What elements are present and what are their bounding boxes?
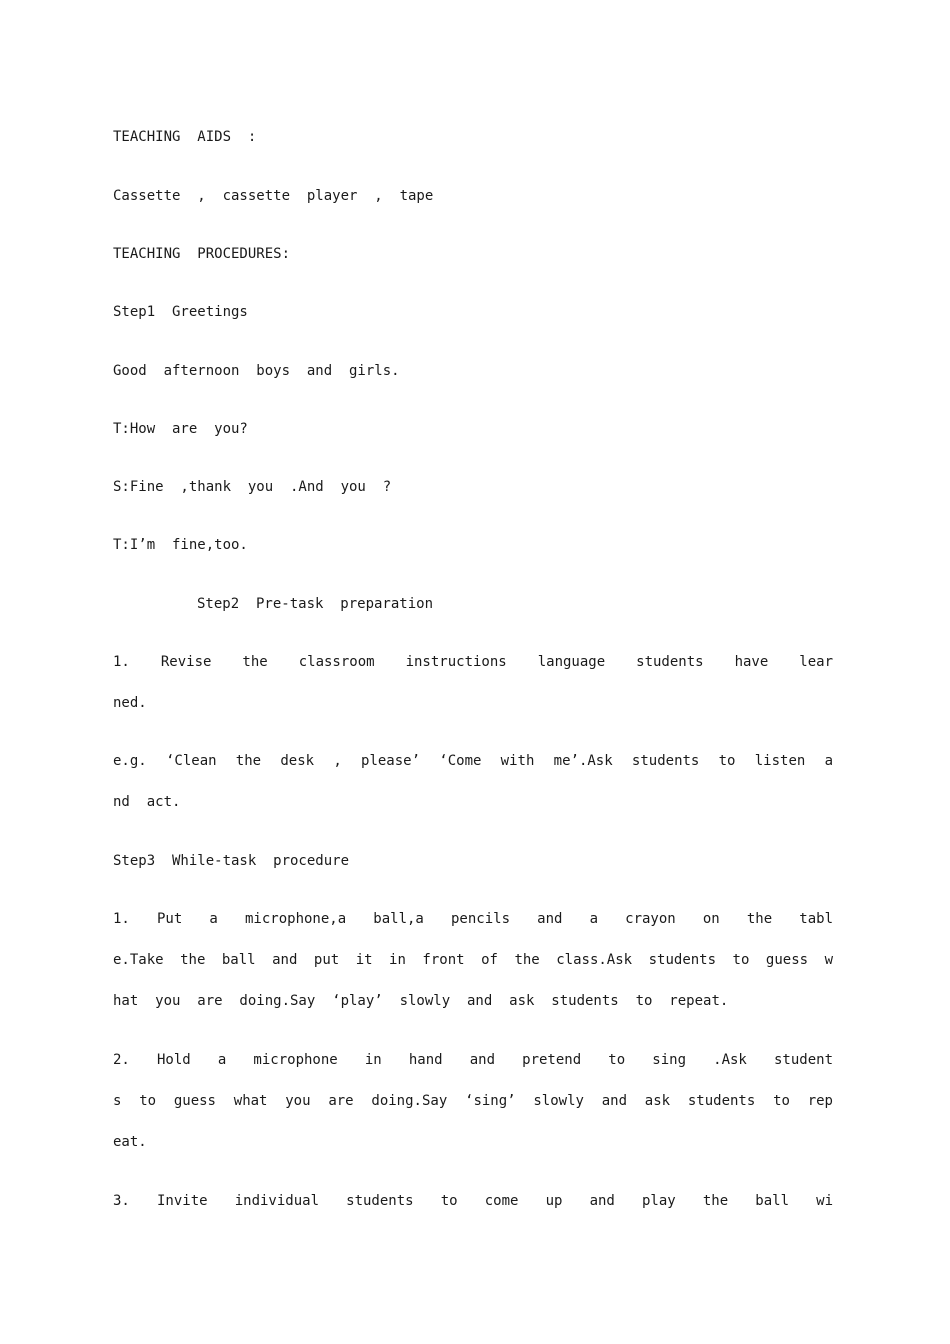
- teaching-aids-heading: TEACHING AIDS :: [113, 129, 257, 145]
- paragraph-line: 3. Invite individual students to come up and play the ball wi: [113, 1193, 833, 1209]
- paragraph-line: nd act.: [113, 794, 181, 810]
- step2-heading: Step2 Pre-task preparation: [197, 596, 434, 612]
- teaching-aids-list: Cassette , cassette player , tape: [113, 188, 434, 204]
- paragraph-line: e.g. ‘Clean the desk , please’ ‘Come with me’.Ask students to listen a: [113, 753, 833, 769]
- paragraph-line: 2. Hold a microphone in hand and pretend to sing .Ask student: [113, 1052, 833, 1068]
- paragraph-line: eat.: [113, 1134, 147, 1150]
- paragraph-line: hat you are doing.Say ‘play’ slowly and ask students to repeat.: [113, 993, 729, 1009]
- dialogue-line: S:Fine ,thank you .And you ?: [113, 479, 392, 495]
- paragraph-line: s to guess what you are doing.Say ‘sing’ slowly and ask students to rep: [113, 1093, 833, 1109]
- paragraph-line: e.Take the ball and put it in front of the class.Ask students to guess w: [113, 952, 833, 968]
- step1-heading: Step1 Greetings: [113, 304, 248, 320]
- paragraph-line: ned.: [113, 695, 147, 711]
- teaching-procedures-heading: TEACHING PROCEDURES:: [113, 246, 291, 262]
- dialogue-line: T:I’m fine,too.: [113, 537, 248, 553]
- dialogue-line: T:How are you?: [113, 421, 248, 437]
- paragraph-line: 1. Revise the classroom instructions language students have lear: [113, 654, 833, 670]
- paragraph-line: 1. Put a microphone,a ball,a pencils and a crayon on the tabl: [113, 911, 833, 927]
- step3-heading: Step3 While-task procedure: [113, 853, 350, 869]
- dialogue-line: Good afternoon boys and girls.: [113, 363, 400, 379]
